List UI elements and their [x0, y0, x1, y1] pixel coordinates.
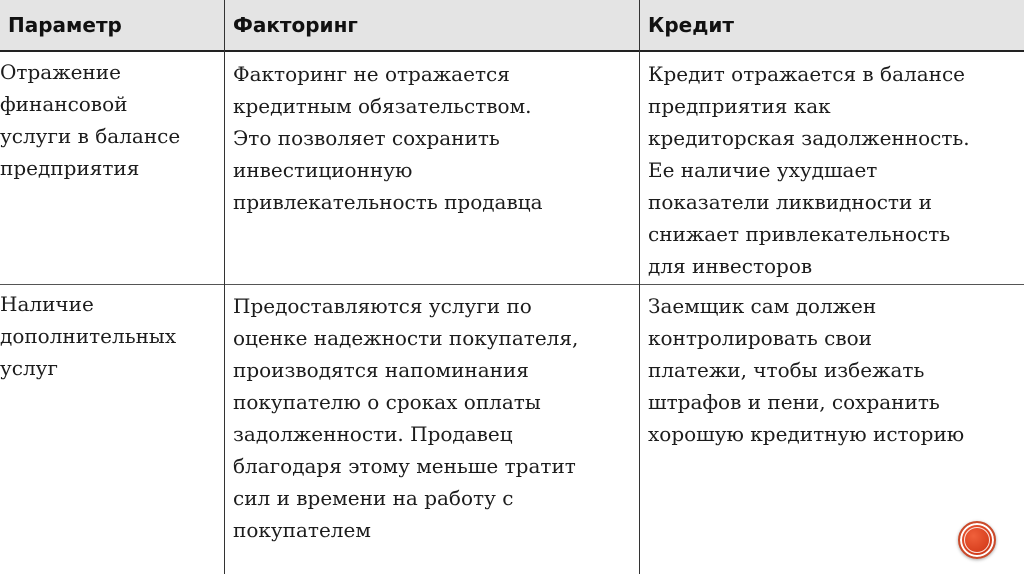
row-divider: [0, 284, 1024, 285]
header-divider: [0, 50, 1024, 52]
row2-parameter: Наличие дополнительных услуг: [0, 292, 177, 380]
row1-parameter: Отражение финансовой услуги в балансе предприятия: [0, 60, 181, 180]
row1-factoring: Факторинг не отражается кредитным обязательством. Это позволяет сохранить инвестиционную привлекательность продавца: [233, 62, 543, 214]
header-credit: Кредит: [648, 13, 734, 37]
header-factoring: Факторинг: [233, 13, 358, 37]
row2-credit: Заемщик сам должен контролировать свои платежи, чтобы избежать штрафов и пени, сохранить хорошую кредитную историю: [648, 294, 965, 446]
table-header: [0, 0, 1024, 50]
row1-credit: Кредит отражается в балансе предприятия как кредиторская задолженность. Ее наличие ухудшает показатели ликвидности и снижает привлекательность для инвесторов: [648, 62, 970, 278]
column-divider-2: [639, 0, 640, 574]
column-divider-1: [224, 0, 225, 574]
row2-factoring: Предоставляются услуги по оценке надежности покупателя, производятся напоминания покупателю о сроках оплаты задолженности. Продавец благодаря этому меньше тратит сил и времени на работу с покупателем: [233, 294, 579, 542]
circle-logo-icon: [958, 521, 996, 559]
header-parameter: Параметр: [8, 13, 122, 37]
